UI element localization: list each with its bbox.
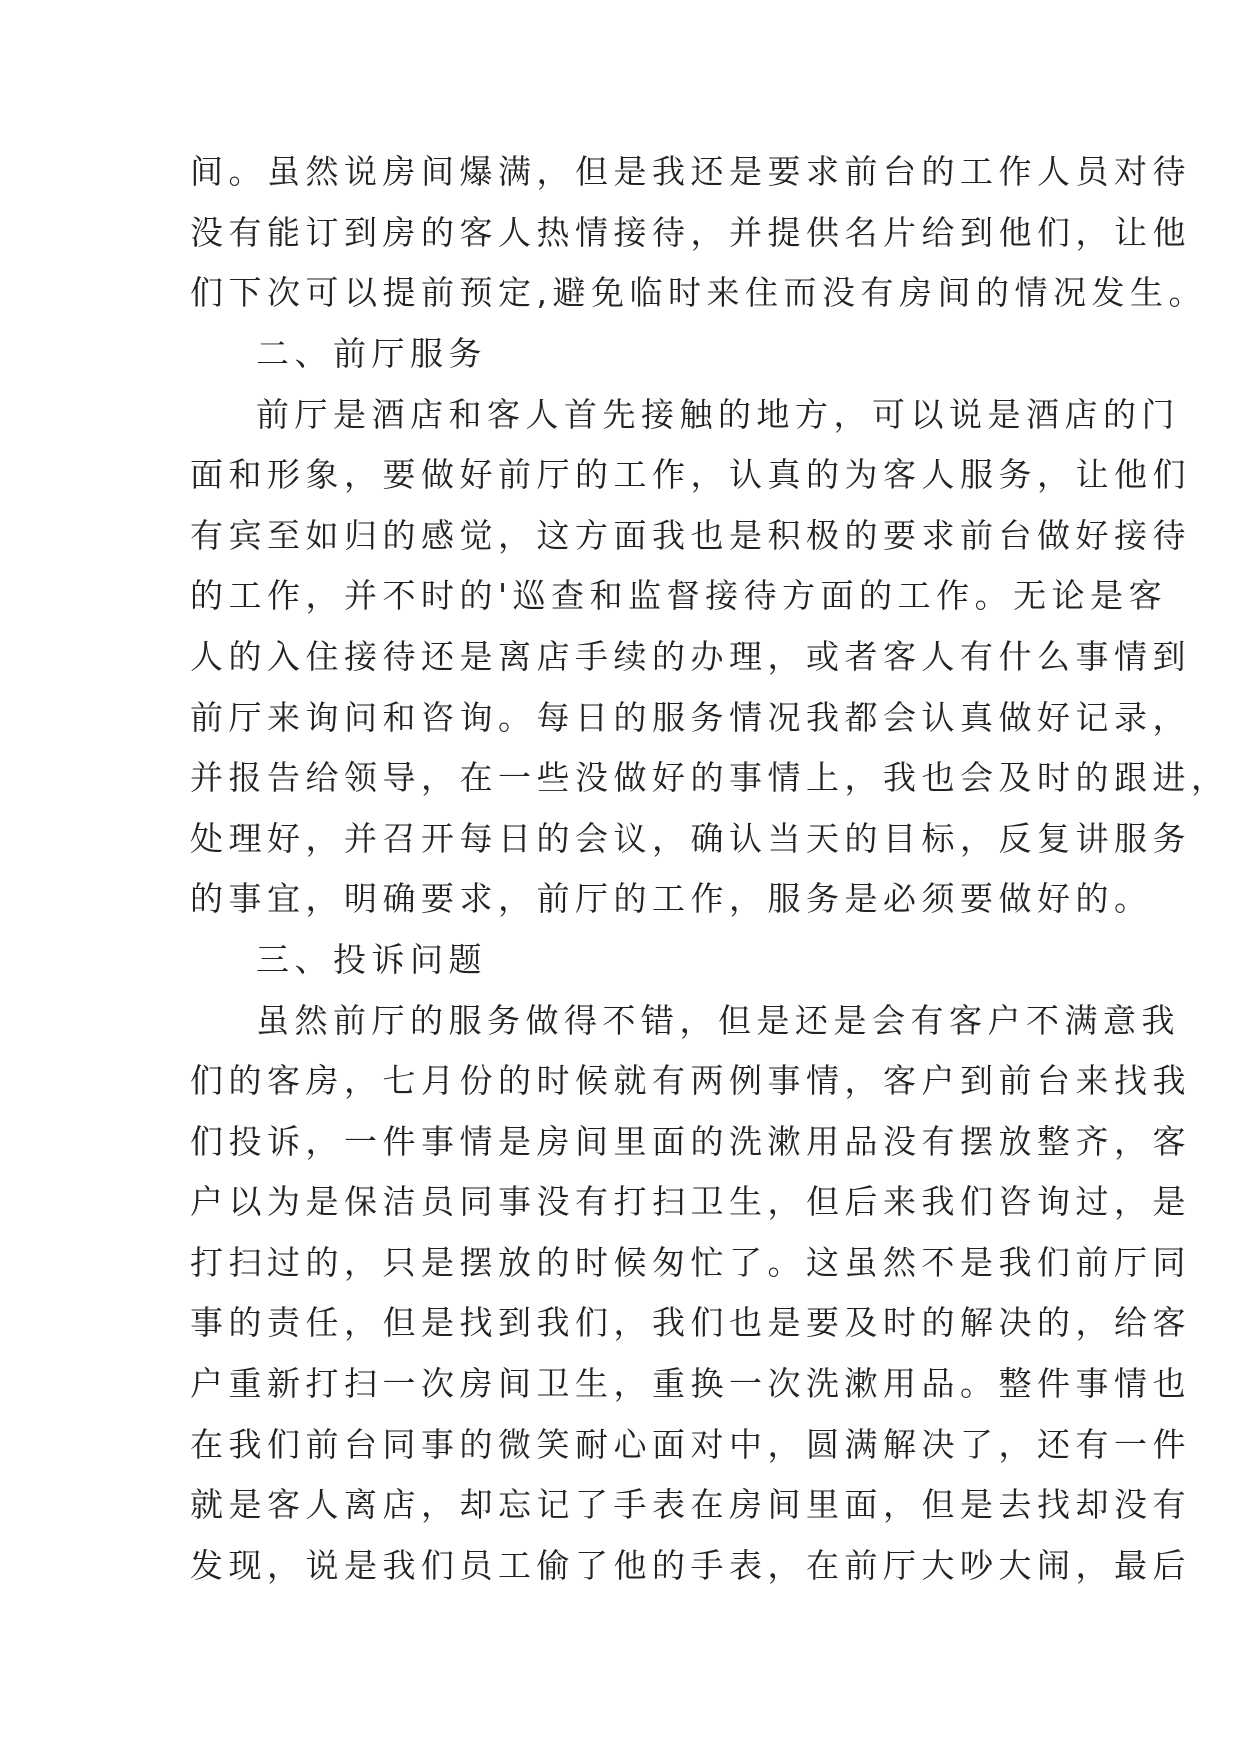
text-line: 人的入住接待还是离店手续的办理，或者客人有什么事情到 [190,637,1191,676]
text-line: 们投诉，一件事情是房间里面的洗漱用品没有摆放整齐，客 [190,1122,1191,1161]
text-line: 面和形象，要做好前厅的工作，认真的为客人服务，让他们 [190,455,1191,494]
paragraph-first-line: 虽然前厅的服务做得不错，但是还是会有客户不满意我 [256,1001,1180,1040]
section-heading: 三、投诉问题 [256,940,487,979]
text-line: 打扫过的，只是摆放的时候匆忙了。这虽然不是我们前厅同 [190,1243,1191,1282]
text-line: 处理好，并召开每日的会议，确认当天的目标，反复讲服务 [190,819,1191,858]
text-line: 就是客人离店，却忘记了手表在房间里面，但是去找却没有 [190,1485,1191,1524]
text-line: 发现，说是我们员工偷了他的手表，在前厅大吵大闹，最后 [190,1546,1191,1585]
section-heading: 二、前厅服务 [256,334,487,373]
text-line: 户以为是保洁员同事没有打扫卫生，但后来我们咨询过，是 [190,1182,1191,1221]
text-line: 前厅来询问和咨询。每日的服务情况我都会认真做好记录， [190,698,1191,737]
text-line: 间。虽然说房间爆满，但是我还是要求前台的工作人员对待 [190,152,1191,191]
text-line: 户重新打扫一次房间卫生，重换一次洗漱用品。整件事情也 [190,1364,1191,1403]
text-line: 的事宜，明确要求，前厅的工作，服务是必须要做好的。 [190,879,1153,918]
text-line: 事的责任，但是找到我们，我们也是要及时的解决的，给客 [190,1303,1191,1342]
text-line: 并报告给领导，在一些没做好的事情上，我也会及时的跟进， [190,758,1230,797]
text-line: 在我们前台同事的微笑耐心面对中，圆满解决了，还有一件 [190,1425,1191,1464]
text-line: 有宾至如归的感觉，这方面我也是积极的要求前台做好接待 [190,516,1191,555]
text-line: 们下次可以提前预定,避免临时来住而没有房间的情况发生。 [190,273,1207,312]
text-line: 的工作，并不时的'巡查和监督接待方面的工作。无论是客 [190,576,1168,615]
text-line: 们的客房，七月份的时候就有两例事情，客户到前台来找我 [190,1061,1191,1100]
text-line: 没有能订到房的客人热情接待，并提供名片给到他们，让他 [190,213,1191,252]
paragraph-first-line: 前厅是酒店和客人首先接触的地方，可以说是酒店的门 [256,395,1180,434]
